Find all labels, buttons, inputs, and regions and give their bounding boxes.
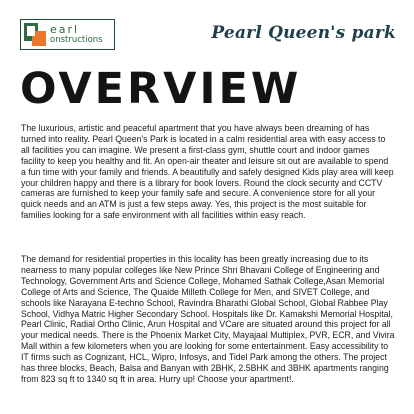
logo-word-constructions: onstructions	[50, 35, 103, 46]
overview-paragraph-1: The luxurious, artistic and peaceful apartment that you have always been dreaming of has turned into reality. Pearl Queen's Park is located in a calm residential area with easy access to all facilities you can imagine. We present a first-class gym, shuttle court and indoor games facility to keep you healthy and fit. An open-air theater and leisure sit out are available to spend a fun time with your family and friends. A beautifully and safely designed Kids play area will keep your children happy and there is a library for book lovers. Round the clock security and CCTV cameras are furnished to keep your family safe and secure. A convenience store for all your quick needs and an ATM is just a few steps away. Yes, this project is the most suitable for families looking for a safe environment with all facilities within easy reach.	[21, 123, 394, 221]
overview-paragraph-2: The demand for residential properties in this locality has been greatly increasing due to its nearness to many popular colleges like New Prince Shri Bhavani College of Engineering and Technology, Government Arts and Science College, Mohamed Sathak College,Asan Memorial College of Arts and Science, The Quaide Milleth College for Men, and SIVET College, and schools like Narayana E-techno School, Ravindra Bharathi Global School, Global Rabbee Play School, Vidhya Matric Higher Secondary School. Hospitals like Dr. Kamakshi Memorial Hospital, Pearl Clinic, Radial Ortho Clinic, Arun Hospital and VCare are situated around this project for all your medical needs. There is the Phoenix Market City, Mayajaal Multiplex, PVR, ECR, and Vivira Mall within a few kilometers when you are looking for some entertainment. Easy accessibility to IT firms such as Cognizant, HCL, Wipro, Infosys, and Tidel Park among the others. The project has three blocks, Beach, Balsa and Banyan with 2BHK, 2.5BHK and 3BHK apartments ranging from 823 sq ft to 1340 sq ft in area. Hurry up! Choose your apartment!.	[21, 254, 395, 384]
page-title: OVERVIEW	[20, 64, 302, 114]
company-logo	[20, 19, 115, 50]
logo-word-pearl: earl	[50, 23, 80, 37]
logo-wordmark	[50, 24, 103, 45]
project-brand-name: Pearl Queen's park	[211, 23, 396, 43]
logo-mark-icon	[24, 23, 48, 47]
